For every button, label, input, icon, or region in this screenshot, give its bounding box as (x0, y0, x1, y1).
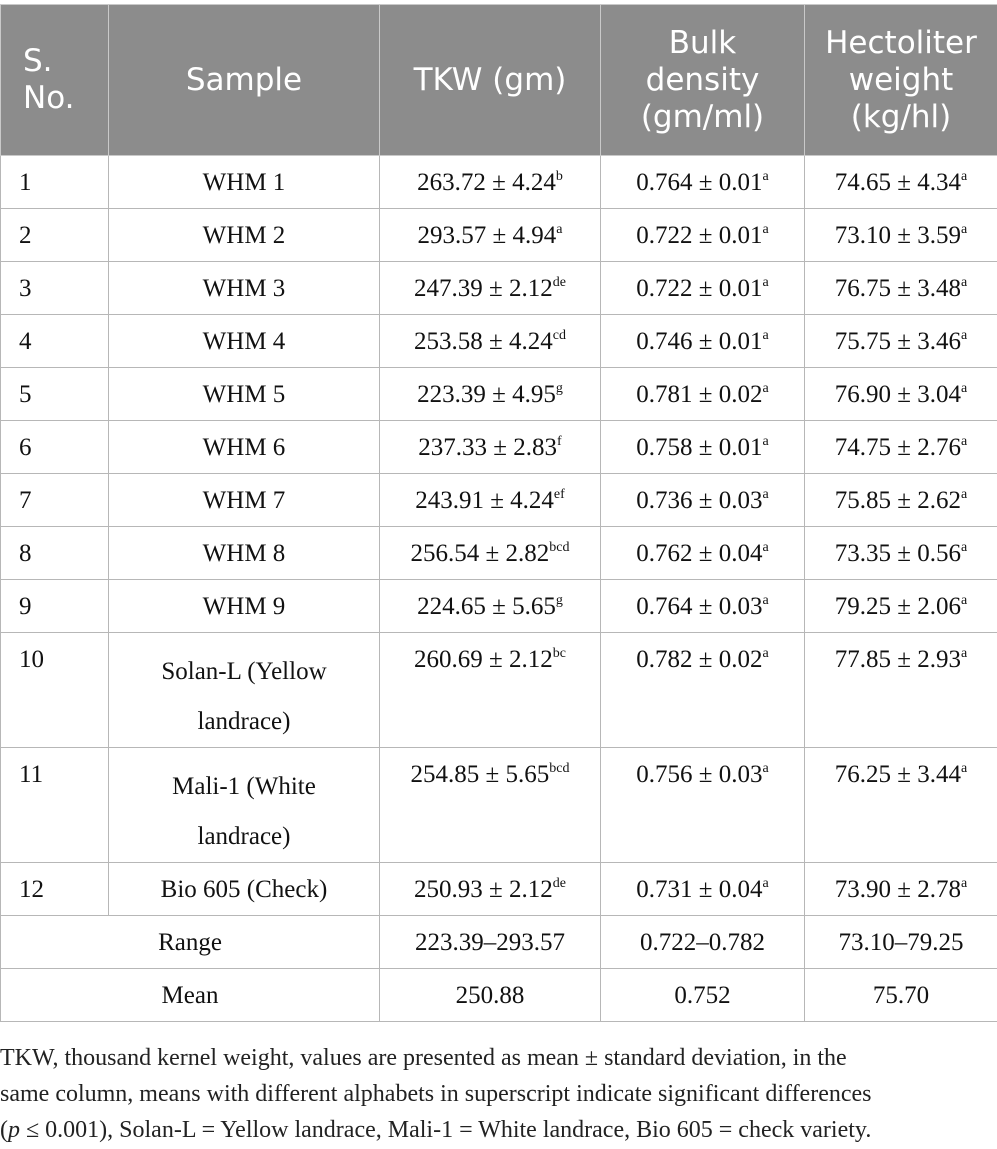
cell-sno: 6 (1, 421, 109, 474)
cell-sno: 9 (1, 580, 109, 633)
cell-bulk-density: 0.762 ± 0.04$^a$ (601, 527, 805, 580)
cell-hectoliter-weight: 76.25 ± 3.44$^a$ (805, 748, 997, 863)
cell-bulk-density: 0.731 ± 0.04$^a$ (601, 863, 805, 916)
cell-hectoliter-weight: 76.75 ± 3.48$^a$ (805, 262, 997, 315)
cell-hectoliter-weight: 73.90 ± 2.78$^a$ (805, 863, 997, 916)
cell-sno: 8 (1, 527, 109, 580)
header-bulk-density: Bulk density (gm/ml) (601, 5, 805, 156)
significance-superscript: a (961, 434, 968, 449)
cell-sno: 5 (1, 368, 109, 421)
cell-hectoliter-weight: 74.75 ± 2.76$^a$ (805, 421, 997, 474)
significance-superscript: cd (552, 328, 566, 343)
cell-hectoliter-weight: 75.75 ± 3.46$^a$ (805, 315, 997, 368)
significance-superscript: a (762, 540, 769, 555)
cell-sno: 12 (1, 863, 109, 916)
cell-bulk-density: 0.722 ± 0.01$^a$ (601, 209, 805, 262)
table-row (1, 315, 997, 368)
cell-sample: WHM 9 (109, 580, 380, 633)
cell-bulk-density: 0.752 (601, 969, 805, 1022)
table-row (1, 863, 997, 916)
table-row (1, 748, 997, 863)
cell-sno: 10 (1, 633, 109, 748)
cell-tkw: 224.65 ± 5.65$^g$ (380, 580, 601, 633)
table-row (1, 209, 997, 262)
table-row (1, 421, 997, 474)
cell-tkw: 223.39–293.57 (380, 916, 601, 969)
significance-superscript: g (555, 593, 563, 608)
header-row (1, 5, 997, 156)
significance-superscript: a (961, 275, 968, 290)
cell-bulk-density: 0.764 ± 0.03$^a$ (601, 580, 805, 633)
cell-tkw: 223.39 ± 4.95$^g$ (380, 368, 601, 421)
significance-superscript: a (762, 876, 769, 891)
cell-bulk-density: 0.736 ± 0.03$^a$ (601, 474, 805, 527)
header-sno-lines: S. No. (23, 43, 75, 116)
significance-superscript: a (762, 169, 769, 184)
cell-sample: WHM 4 (109, 315, 380, 368)
cell-tkw: 254.85 ± 5.65$^{bcd}$ (380, 748, 601, 863)
significance-superscript: a (961, 487, 968, 502)
cell-bulk-density: 0.782 ± 0.02$^a$ (601, 633, 805, 748)
cell-tkw: 256.54 ± 2.82$^{bcd}$ (380, 527, 601, 580)
significance-superscript: a (762, 761, 769, 776)
cell-sno: 3 (1, 262, 109, 315)
table-row (1, 262, 997, 315)
cell-sample: WHM 3 (109, 262, 380, 315)
cell-hectoliter-weight: 75.85 ± 2.62$^a$ (805, 474, 997, 527)
cell-sample: Solan-L (Yellow landrace) (109, 633, 380, 748)
cell-tkw: 250.93 ± 2.12de (380, 863, 601, 916)
cell-sno: 2 (1, 209, 109, 262)
cell-bulk-density: 0.781 ± 0.02$^a$ (601, 368, 805, 421)
cell-hectoliter-weight: 73.10 ± 3.59$^a$ (805, 209, 997, 262)
cell-sample: WHM 7 (109, 474, 380, 527)
cell-sample: WHM 2 (109, 209, 380, 262)
significance-superscript: f (557, 434, 562, 449)
significance-superscript: a (762, 275, 769, 290)
table-row (1, 527, 997, 580)
summary-row (1, 969, 997, 1022)
significance-superscript: bcd (549, 540, 570, 555)
significance-superscript: bc (552, 646, 566, 661)
table-row (1, 580, 997, 633)
cell-tkw: 247.39 ± 2.12de (380, 262, 601, 315)
table-row (1, 633, 997, 748)
significance-superscript: a (762, 222, 769, 237)
header-tkw: TKW (gm) (380, 5, 601, 156)
cell-tkw: 243.91 ± 4.24$^{ef}$ (380, 474, 601, 527)
table-footnote: TKW, thousand kernel weight, values are presented as mean ± standard deviation, in the same column, means with different alphabets in superscript indicate significant differences (p ≤ 0.001), Solan-L = Yellow landrace, Mali-1 = White landrace, Bio 605 = check variety. (0, 1045, 872, 1143)
cell-sno: 7 (1, 474, 109, 527)
cell-summary-label: Mean (1, 969, 380, 1022)
cell-tkw: 253.58 ± 4.24$^{cd}$ (380, 315, 601, 368)
significance-superscript: a (762, 593, 769, 608)
significance-superscript: a (762, 487, 769, 502)
cell-hectoliter-weight: 73.35 ± 0.56$^a$ (805, 527, 997, 580)
cell-tkw: 293.57 ± 4.94$^a$ (380, 209, 601, 262)
cell-bulk-density: 0.758 ± 0.01$^a$ (601, 421, 805, 474)
data-table (0, 4, 997, 1022)
cell-sample: WHM 8 (109, 527, 380, 580)
cell-hectoliter-weight: 77.85 ± 2.93$^a$ (805, 633, 997, 748)
significance-superscript: a (961, 169, 968, 184)
cell-tkw: 263.72 ± 4.24$^b$ (380, 156, 601, 209)
cell-hectoliter-weight: 73.10–79.25 (805, 916, 997, 969)
significance-superscript: a (961, 646, 968, 661)
significance-superscript: a (961, 593, 968, 608)
significance-superscript: a (961, 328, 968, 343)
cell-sno: 11 (1, 748, 109, 863)
significance-superscript: g (555, 381, 563, 396)
cell-summary-label: Range (1, 916, 380, 969)
significance-superscript: a (762, 434, 769, 449)
cell-hectoliter-weight: 79.25 ± 2.06$^a$ (805, 580, 997, 633)
header-sample: Sample (109, 5, 380, 156)
cell-bulk-density: 0.722 ± 0.01$^a$ (601, 262, 805, 315)
cell-sno: 1 (1, 156, 109, 209)
significance-superscript: a (556, 222, 563, 237)
header-hectoliter-weight: Hectoliter weight (kg/hl) (805, 5, 997, 156)
cell-sno: 4 (1, 315, 109, 368)
significance-superscript: a (762, 328, 769, 343)
significance-superscript: a (762, 381, 769, 396)
cell-hectoliter-weight: 76.90 ± 3.04$^a$ (805, 368, 997, 421)
significance-superscript: ef (553, 487, 565, 502)
cell-tkw: 250.88 (380, 969, 601, 1022)
significance-superscript: a (961, 222, 968, 237)
cell-bulk-density: 0.746 ± 0.01$^a$ (601, 315, 805, 368)
table-row (1, 368, 997, 421)
table-body (1, 156, 997, 1022)
significance-superscript: a (961, 381, 968, 396)
cell-sample: WHM 5 (109, 368, 380, 421)
table-row (1, 474, 997, 527)
cell-sample: WHM 1 (109, 156, 380, 209)
cell-tkw: 237.33 ± 2.83$^f$ (380, 421, 601, 474)
cell-bulk-density: 0.722–0.782 (601, 916, 805, 969)
cell-hectoliter-weight: 74.65 ± 4.34$^a$ (805, 156, 997, 209)
cell-sample: Bio 605 (Check) (109, 863, 380, 916)
cell-sample: Mali-1 (White landrace) (109, 748, 380, 863)
cell-bulk-density: 0.764 ± 0.01$^a$ (601, 156, 805, 209)
significance-superscript: a (961, 540, 968, 555)
table-row (1, 156, 997, 209)
significance-superscript: b (555, 169, 563, 184)
significance-superscript: de (552, 876, 566, 891)
cell-hectoliter-weight: 75.70 (805, 969, 997, 1022)
significance-superscript: a (961, 876, 968, 891)
header-sno (1, 5, 109, 156)
significance-superscript: bcd (549, 761, 570, 776)
cell-bulk-density: 0.756 ± 0.03$^a$ (601, 748, 805, 863)
significance-superscript: de (552, 275, 566, 290)
cell-sample: WHM 6 (109, 421, 380, 474)
summary-row (1, 916, 997, 969)
significance-superscript: a (762, 646, 769, 661)
cell-tkw: 260.69 ± 2.12$^{bc}$ (380, 633, 601, 748)
significance-superscript: a (961, 761, 968, 776)
